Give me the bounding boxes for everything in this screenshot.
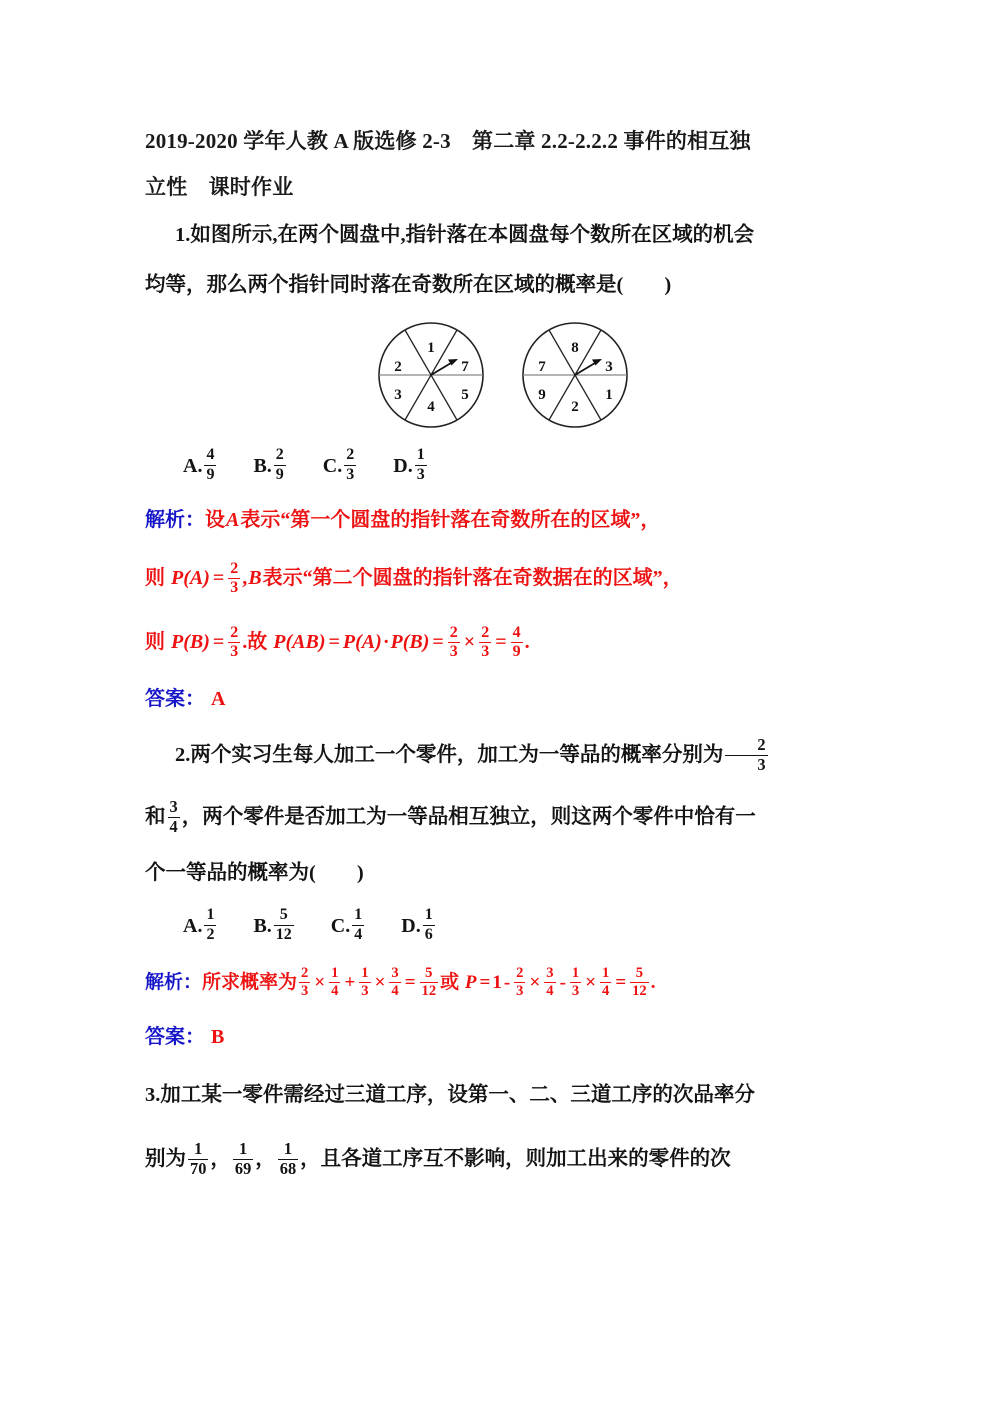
option-tag: D. [393, 455, 413, 477]
question-2-option-D[interactable] [401, 898, 436, 954]
question-2-answer [145, 1012, 860, 1062]
question-1-solution-line-2 [145, 546, 860, 610]
minus-sign: - [559, 972, 566, 993]
fraction-two-thirds: $\frac{2}{3}$ [301, 965, 309, 1000]
question-1-stem-line-2: 均等，那么两个指针同时落在奇数所在区域的概率是( ) [145, 274, 672, 296]
number-one: 1 [492, 972, 502, 993]
spinner-left-sector-4: 4 [426, 399, 435, 415]
question-2-solution-line-1 [145, 954, 860, 1012]
document-content [145, 118, 860, 1190]
option-fraction: $\frac{1}{4}$ [354, 906, 363, 943]
fraction-one-sixtyninth: $\frac{1}{69}$ [234, 1139, 252, 1178]
answer-label: 答案： [145, 1026, 205, 1048]
analysis-label: 解析： [145, 509, 205, 531]
or-text: 或 [440, 972, 460, 993]
analysis-label: 解析： [145, 972, 203, 993]
equals-sign: = [432, 631, 444, 653]
spinner-right-sector-1: 1 [604, 387, 613, 403]
question-1-option-A[interactable] [183, 438, 218, 494]
spinner-right-sector-2: 2 [570, 399, 579, 415]
fraction-five-twelfths: $\frac{5}{12}$ [632, 965, 647, 1000]
minus-sign: - [503, 972, 511, 993]
equals-sign: = [615, 972, 627, 993]
fraction-three-fourths: $\frac{3}{4}$ [391, 965, 399, 1000]
separator: ， [210, 1148, 231, 1170]
spinner-left-sector-2: 2 [393, 359, 402, 375]
equals-sign: = [495, 631, 507, 653]
solution-text: 设 [205, 509, 225, 531]
spinner-left-sector-1: 1 [426, 340, 435, 356]
spinner-left [370, 316, 492, 434]
question-2-option-A[interactable] [183, 898, 218, 954]
question-1-option-B[interactable] [253, 438, 287, 494]
spinner-left-sector-3: 3 [393, 387, 402, 403]
solution-text: 表示“第二个圆盘的指针落在奇数据在的区域”， [262, 567, 683, 589]
fraction-three-fourths: $\frac{3}{4}$ [546, 965, 554, 1000]
fraction-two-thirds: $\frac{2}{3}$ [230, 559, 239, 596]
spinner-right-sector-9: 9 [537, 387, 546, 403]
separator: ， [255, 1148, 276, 1170]
option-fraction: $\frac{1}{3}$ [416, 446, 425, 483]
question-3-stem-line-2 [145, 1128, 860, 1190]
spinner-left-sector-7: 7 [460, 359, 469, 375]
plus-sign: + [344, 972, 356, 993]
question-text: ，两个零件是否加工为一等品相互独立，则这两个零件中恰有一 [181, 806, 756, 828]
multiply-sign: × [585, 972, 597, 993]
spinner-right [514, 316, 636, 434]
option-tag: B. [253, 915, 272, 937]
question-2-option-B[interactable] [253, 898, 295, 954]
equals-sign: = [212, 631, 225, 653]
equals-sign: = [404, 972, 416, 993]
question-2-stem-line-2 [145, 786, 860, 848]
fraction-two-thirds: $\frac{2}{3}$ [481, 623, 490, 660]
document-title-line-1: 2019-2020 学年人教 A 版选修 2-3 第二章 2.2-2.2.2 事件的相互独 [145, 129, 751, 153]
option-tag: A. [183, 455, 203, 477]
option-fraction: $\frac{2}{3}$ [346, 446, 355, 483]
variable-P: P [464, 972, 477, 993]
answer-label: 答案： [145, 688, 205, 710]
fraction-five-twelfths: $\frac{5}{12}$ [421, 965, 437, 1000]
option-fraction: $\frac{1}{6}$ [424, 906, 433, 943]
probability-of-AB: P(AB) [273, 631, 326, 653]
question-1-solution-line-1 [145, 494, 860, 546]
fraction-one-third: $\frac{1}{3}$ [361, 965, 369, 1000]
fraction-four-ninths: $\frac{4}{9}$ [512, 623, 521, 660]
fraction-one-fourth: $\frac{1}{4}$ [602, 965, 610, 1000]
fraction-two-thirds: $\frac{2}{3}$ [230, 623, 239, 660]
spinner-right-sector-3: 3 [604, 359, 613, 375]
question-1-stem-line-1: 1.如图所示,在两个圆盘中,指针落在本圆盘每个数所在区域的机会 [175, 224, 755, 246]
fraction-two-thirds: $\frac{2}{3}$ [516, 965, 524, 1000]
fraction-two-thirds: $\frac{2}{3}$ [725, 737, 767, 773]
multiply-sign: × [374, 972, 386, 993]
document-title-line-2: 立性 课时作业 [145, 175, 294, 199]
probability-of-B: P(B) [390, 631, 430, 653]
fraction-one-seventieth: $\frac{1}{70}$ [190, 1139, 207, 1178]
therefore-text: .故 [242, 631, 268, 653]
spinner-right-sector-7: 7 [537, 359, 546, 375]
spinner-left-sector-5: 5 [460, 387, 469, 403]
question-text: 和 [145, 806, 166, 828]
option-tag: C. [330, 915, 351, 937]
fraction-one-fourth: $\frac{1}{4}$ [331, 965, 339, 1000]
equals-sign: = [328, 631, 340, 653]
multiply-sign: × [463, 631, 476, 653]
solution-text: 则 [145, 631, 165, 653]
fraction-one-sixtyeighth: $\frac{1}{68}$ [279, 1139, 297, 1178]
question-1-option-D[interactable] [393, 438, 428, 494]
answer-value: B [211, 1026, 225, 1048]
solution-text: 所求概率为 [202, 972, 298, 993]
question-3-stem-line-1: 3.加工某一零件需经过三道工序，设第一、二、三道工序的次品率分 [145, 1084, 755, 1106]
option-fraction: $\frac{4}{9}$ [206, 446, 215, 483]
answer-value: A [211, 688, 226, 710]
period: . [650, 972, 656, 993]
variable-B: B [248, 567, 262, 589]
period: . [524, 631, 530, 653]
comma: , [242, 567, 248, 589]
question-2-option-C[interactable] [331, 898, 366, 954]
question-text: 2.两个实习生每人加工一个零件，加工为一等品的概率分别为 [175, 744, 724, 766]
spinner-right-sector-8: 8 [570, 340, 579, 356]
question-2-options [145, 898, 860, 954]
question-text: ，且各道工序互不影响，则加工出来的零件的次 [300, 1148, 731, 1170]
probability-of-A: P(A) [171, 567, 210, 589]
option-tag: C. [322, 455, 343, 477]
multiply-sign: × [529, 972, 541, 993]
question-1-option-C[interactable] [323, 438, 358, 494]
solution-text: 则 [145, 567, 165, 589]
question-1-figure [145, 310, 860, 438]
variable-A: A [226, 509, 240, 531]
question-2-stem-line-3: 个一等品的概率为( ) [145, 862, 364, 884]
question-1-solution-line-3 [145, 610, 860, 674]
question-1-options [145, 438, 860, 494]
option-fraction: $\frac{1}{2}$ [206, 906, 215, 943]
multiply-sign: × [314, 972, 326, 993]
question-2-stem-line-1 [145, 724, 860, 786]
fraction-one-third: $\frac{1}{3}$ [571, 965, 580, 1000]
dot-operator: · [382, 631, 390, 653]
probability-of-A: P(A) [342, 631, 382, 653]
option-fraction: $\frac{5}{12}$ [275, 906, 292, 943]
solution-text: 表示“第一个圆盘的指针落在奇数所在的区域”， [240, 509, 661, 531]
probability-of-B: P(B) [171, 631, 210, 653]
equals-sign: = [479, 972, 491, 993]
option-tag: D. [401, 915, 421, 937]
option-tag: B. [253, 455, 272, 477]
question-1-answer [145, 674, 860, 724]
equals-sign: = [212, 567, 225, 589]
option-tag: A. [183, 915, 203, 937]
option-fraction: $\frac{2}{9}$ [275, 446, 284, 483]
question-text: 别为 [145, 1148, 186, 1170]
fraction-three-fourths: $\frac{3}{4}$ [169, 797, 178, 836]
fraction-two-thirds: $\frac{2}{3}$ [449, 623, 458, 660]
